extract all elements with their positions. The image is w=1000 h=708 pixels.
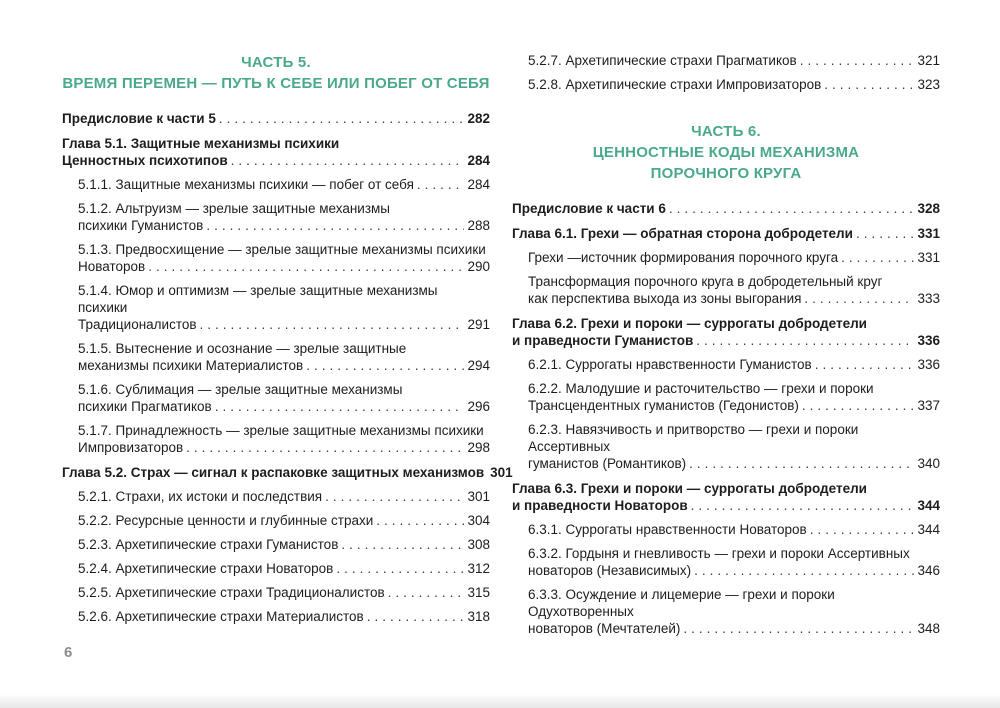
dot-leader xyxy=(810,521,915,538)
toc-chapter-entry xyxy=(62,135,490,169)
toc-entry-line: Глава 6.2. Грехи и пороки — суррогаты добродетели xyxy=(512,316,867,331)
toc-entry xyxy=(512,545,940,579)
toc-entry-title: 5.2.2. Ресурсные ценности и глубинные страхи xyxy=(78,513,374,528)
toc-entry-title: 5.2.8. Архетипические страхи Импровизаторов xyxy=(528,77,822,92)
toc-entry xyxy=(62,200,490,234)
toc-entry-lastline xyxy=(78,560,490,577)
toc-entry-line: Глава 5.1. Защитные механизмы психики xyxy=(62,136,340,151)
dot-leader xyxy=(206,217,464,234)
dot-leader xyxy=(325,488,464,505)
dot-leader xyxy=(306,357,464,374)
toc-entry-title: как перспектива выхода из зоны выгорания xyxy=(528,291,802,306)
dot-leader xyxy=(800,52,915,69)
dot-leader xyxy=(804,290,914,307)
toc-entry-line: 6.2.2. Малодушие и расточительство — грехи и пороки xyxy=(528,381,874,396)
toc-entry-lastline xyxy=(78,176,490,193)
toc-entry xyxy=(512,521,940,538)
toc-entry xyxy=(62,512,490,529)
toc-entry-lastline xyxy=(78,512,490,529)
toc-entry-line: 5.1.4. Юмор и оптимизм — зрелые защитные механизмы психики xyxy=(78,283,438,315)
toc-entry-page-number: 284 xyxy=(467,153,490,168)
toc-entry-page-number: 298 xyxy=(467,440,490,455)
toc-entry-page-number: 301 xyxy=(467,489,490,504)
toc-entry-page-number: 308 xyxy=(467,537,490,552)
toc-entry-page-number: 328 xyxy=(917,201,940,216)
part-heading xyxy=(512,121,940,184)
toc-entry-lastline xyxy=(62,464,513,481)
toc-entry-line: 5.1.3. Предвосхищение — зрелые защитные механизмы психики xyxy=(78,242,486,257)
dot-leader xyxy=(336,560,464,577)
toc-entry xyxy=(62,241,490,275)
toc-entry-page-number: 336 xyxy=(917,333,940,348)
toc-entry-title: новаторов (Независимых) xyxy=(528,563,692,578)
toc-entry-lastline xyxy=(528,76,940,93)
toc-entry-lastline xyxy=(512,200,940,217)
dot-leader xyxy=(856,225,915,242)
toc-entry-lastline xyxy=(528,249,940,266)
toc-entry-page-number: 301 xyxy=(490,465,513,480)
toc-entry-line: Глава 6.3. Грехи и пороки — суррогаты добродетели xyxy=(512,481,867,496)
toc-entry xyxy=(62,381,490,415)
dot-leader xyxy=(376,512,464,529)
toc-entry-lastline xyxy=(528,290,940,307)
dot-leader xyxy=(231,152,465,169)
toc-column-left xyxy=(62,52,513,644)
toc-entry-lastline xyxy=(78,608,490,625)
toc-column-right xyxy=(512,52,940,644)
toc-entry xyxy=(512,356,940,373)
toc-entry-lastline xyxy=(62,152,490,169)
dot-leader xyxy=(341,536,464,553)
toc-entry-page-number: 288 xyxy=(467,218,490,233)
toc-entry-line: 6.3.2. Гордыня и гневливость — грехи и пороки Ассертивных xyxy=(528,546,910,561)
toc-entry-title: 5.2.3. Архетипические страхи Гуманистов xyxy=(78,537,339,552)
toc-entry-title: Импровизаторов xyxy=(78,440,184,455)
toc-entry-line: Трансформация порочного круга в добродетельный круг xyxy=(528,274,883,289)
toc-entry-lastline xyxy=(78,217,490,234)
toc-entry xyxy=(62,176,490,193)
dot-leader xyxy=(367,608,465,625)
dot-leader xyxy=(148,258,464,275)
toc-entry-title: психики Гуманистов xyxy=(78,218,204,233)
toc-entry-page-number: 344 xyxy=(917,498,940,513)
dot-leader xyxy=(219,110,465,127)
toc-entry-page-number: 337 xyxy=(917,398,940,413)
toc-entry-title: Глава 6.1. Грехи — обратная сторона добродетели xyxy=(512,226,853,241)
dot-leader xyxy=(694,562,914,579)
toc-entry-title: Глава 5.2. Страх — сигнал к распаковке защитных механизмов xyxy=(62,465,485,480)
toc-entry-title: 6.2.1. Суррогаты нравственности Гуманистов xyxy=(528,357,812,372)
dot-leader xyxy=(691,497,915,514)
toc-entry-title: Предисловие к части 6 xyxy=(512,201,666,216)
toc-entry-title: Трансцендентных гуманистов (Гедонистов) xyxy=(528,398,799,413)
dot-leader xyxy=(683,620,914,637)
toc-entry xyxy=(512,52,940,69)
toc-entry xyxy=(62,488,490,505)
toc-entry xyxy=(512,249,940,266)
toc-entry-line: 5.1.7. Принадлежность — зрелые защитные механизмы психики xyxy=(78,423,484,438)
toc-entry-page-number: 344 xyxy=(917,522,940,537)
toc-entry-title: Предисловие к части 5 xyxy=(62,111,216,126)
toc-entry-line: 6.3.3. Осуждение и лицемерие — грехи и пороки Одухотворенных xyxy=(528,587,835,619)
toc-entry-title: Ценностных психотипов xyxy=(62,153,228,168)
toc-entry-line: 5.1.2. Альтруизм — зрелые защитные механизмы xyxy=(78,201,391,216)
toc-entry xyxy=(62,560,490,577)
dot-leader xyxy=(215,398,465,415)
toc-entry-lastline xyxy=(528,521,940,538)
toc-entry-lastline xyxy=(512,497,940,514)
toc-entry xyxy=(62,584,490,601)
toc-entry-lastline xyxy=(528,455,940,472)
toc-entry-lastline xyxy=(512,332,940,349)
toc-entry-lastline xyxy=(78,584,490,601)
toc-entry-page-number: 331 xyxy=(917,250,940,265)
toc-entry-page-number: 333 xyxy=(917,291,940,306)
dot-leader xyxy=(696,332,914,349)
toc-entry-lastline xyxy=(78,439,490,456)
toc-entry-line: 5.1.5. Вытеснение и осознание — зрелые защитные xyxy=(78,341,407,356)
dot-leader xyxy=(388,584,465,601)
toc-entry-title: 5.2.7. Архетипические страхи Прагматиков xyxy=(528,53,797,68)
toc-entry-lastline xyxy=(528,397,940,414)
toc-entry-title: новаторов (Мечтателей) xyxy=(528,621,681,636)
dot-leader xyxy=(417,176,465,193)
toc-entry-line: 6.2.3. Навязчивость и притворство — грехи и пороки Ассертивных xyxy=(528,422,859,454)
part-heading-line: ЧАСТЬ 5. xyxy=(241,54,311,71)
dot-leader xyxy=(200,316,465,333)
toc-entry-lastline xyxy=(78,398,490,415)
toc-entry-page-number: 291 xyxy=(467,317,490,332)
part-heading-line: ВРЕМЯ ПЕРЕМЕН — ПУТЬ К СЕБЕ ИЛИ ПОБЕГ ОТ СЕБЯ xyxy=(62,75,490,92)
toc-entry-title: и праведности Новаторов xyxy=(512,498,688,513)
toc-entry-page-number: 346 xyxy=(917,563,940,578)
dot-leader xyxy=(824,76,914,93)
toc-entry-page-number: 323 xyxy=(917,77,940,92)
toc-entry-page-number: 336 xyxy=(917,357,940,372)
toc-entry xyxy=(62,608,490,625)
toc-entry xyxy=(512,380,940,414)
toc-entry-lastline xyxy=(528,620,940,637)
toc-entry xyxy=(512,586,940,637)
toc-entry-title: механизмы психики Материалистов xyxy=(78,358,304,373)
toc-entry-lastline xyxy=(528,52,940,69)
toc-entry-title: 5.2.1. Страхи, их истоки и последствия xyxy=(78,489,323,504)
toc-entry-lastline xyxy=(78,536,490,553)
toc-entry-title: и праведности Гуманистов xyxy=(512,333,694,348)
toc-entry xyxy=(62,110,490,127)
part-heading-line: ЦЕННОСТНЫЕ КОДЫ МЕХАНИЗМА xyxy=(592,144,860,161)
toc-entry-title: 5.1.1. Защитные механизмы психики — побег от себя xyxy=(78,177,414,192)
toc-entry xyxy=(62,282,490,333)
part-heading-line: ПОРОЧНОГО КРУГА xyxy=(650,165,802,182)
toc-entry-lastline xyxy=(528,562,940,579)
toc-entry-title: 6.3.1. Суррогаты нравственности Новаторов xyxy=(528,522,807,537)
toc-entry-page-number: 348 xyxy=(917,621,940,636)
toc-entry-page-number: 290 xyxy=(467,259,490,274)
toc-entry-title: Грехи —источник формирования порочного круга xyxy=(528,250,839,265)
toc-entry-page-number: 331 xyxy=(917,226,940,241)
toc-entry-page-number: 321 xyxy=(917,53,940,68)
toc-entry-lastline xyxy=(528,356,940,373)
toc-entry-lastline xyxy=(62,110,490,127)
toc-entry-title: Традиционалистов xyxy=(78,317,197,332)
toc-entry-page-number: 318 xyxy=(467,609,490,624)
toc-entry-title: психики Прагматиков xyxy=(78,399,212,414)
toc-entry-lastline xyxy=(512,225,940,242)
toc-entry xyxy=(62,536,490,553)
toc-entry-line: 5.1.6. Сублимация — зрелые защитные механизмы xyxy=(78,382,403,397)
toc-chapter-entry xyxy=(512,480,940,514)
toc-entry-title: Новаторов xyxy=(78,259,146,274)
toc-entry xyxy=(62,340,490,374)
toc-entry-lastline xyxy=(78,488,490,505)
toc-entry-lastline xyxy=(78,316,490,333)
toc-chapter-entry xyxy=(512,315,940,349)
toc-entry-page-number: 340 xyxy=(917,456,940,471)
toc-entry-page-number: 296 xyxy=(467,399,490,414)
part-heading-line: ЧАСТЬ 6. xyxy=(691,123,761,140)
toc-chapter-entry xyxy=(62,464,513,481)
toc-entry xyxy=(512,200,940,217)
toc-entry-lastline xyxy=(78,357,490,374)
toc-entry-title: 5.2.4. Архетипические страхи Новаторов xyxy=(78,561,334,576)
toc-entry-page-number: 304 xyxy=(467,513,490,528)
toc-entry-page-number: 315 xyxy=(467,585,490,600)
dot-leader xyxy=(186,439,464,456)
page-bottom-shadow xyxy=(0,694,1000,708)
toc-entry xyxy=(512,273,940,307)
dot-leader xyxy=(669,200,915,217)
dot-leader xyxy=(802,397,915,414)
dot-leader xyxy=(841,249,914,266)
toc-entry-title: 5.2.5. Архетипические страхи Традиционалистов xyxy=(78,585,385,600)
toc-entry-page-number: 294 xyxy=(467,358,490,373)
dot-leader xyxy=(689,455,914,472)
toc-entry-page-number: 284 xyxy=(467,177,490,192)
page-number: 6 xyxy=(64,644,73,661)
dot-leader xyxy=(815,356,915,373)
toc-entry xyxy=(512,76,940,93)
part-heading xyxy=(62,52,490,94)
toc-entry-title: 5.2.6. Архетипические страхи Материалистов xyxy=(78,609,364,624)
toc-entry-lastline xyxy=(78,258,490,275)
toc-entry-page-number: 312 xyxy=(467,561,490,576)
toc-entry-title: гуманистов (Романтиков) xyxy=(528,456,687,471)
toc-entry xyxy=(62,422,490,456)
toc-chapter-entry xyxy=(512,225,940,242)
toc-entry xyxy=(512,421,940,472)
toc-entry-page-number: 282 xyxy=(467,111,490,126)
